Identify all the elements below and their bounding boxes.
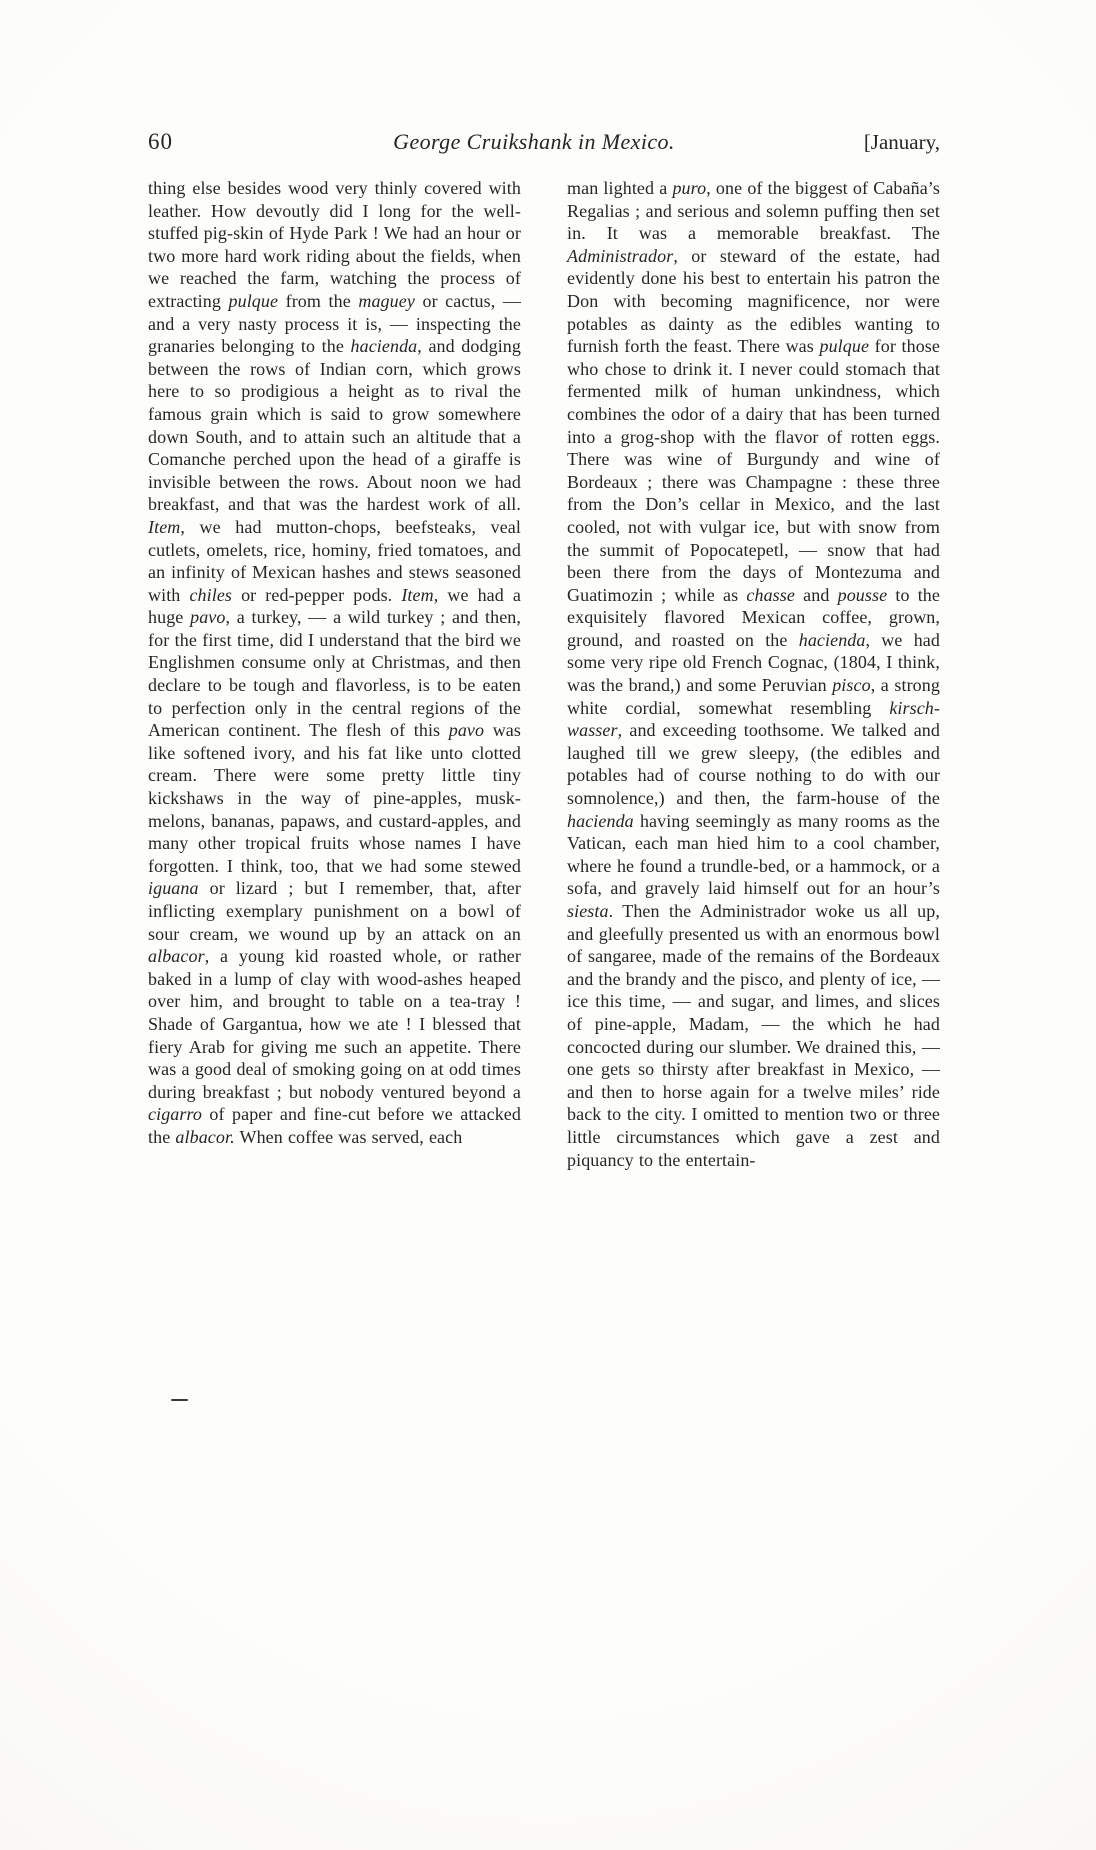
issue-date: [January, (863, 130, 940, 154)
left-column-text: thing else besides wood very thinly covered with leather. How devoutly did I long for the well-stuffed pig-skin of Hyde Park ! We had an hour or two more hard work riding about the fields, when we reached the farm, watching the process of extracting pulque from the maguey or cactus, — and a very nasty process it is, — inspecting the granaries belonging to the hacienda, and dodging between the rows of Indian corn, which grows here to so prodigious a height as to rival the famous grain which is said to grow somewhere down South, and to attain such an altitude that a Comanche perched upon the head of a giraffe is invisible between the rows. About noon we had breakfast, and that was the hardest work of all. Item, we had mutton-chops, beefsteaks, veal cutlets, omelets, rice, hominy, fried tomatoes, and an infinity of Mexican hashes and stews seasoned with chiles or red-pepper pods. Item, we had a huge pavo, a turkey, — a wild turkey ; and then, for the first time, did I understand that the bird we Englishmen consume only at Christmas, and then declare to be tough and flavorless, is to be eaten to perfection only in the central regions of the American continent. The flesh of this pavo was like softened ivory, and his fat like unto clotted cream. There were some pretty little tiny kickshaws in the way of pine-apples, musk-melons, bananas, papaws, and custard-apples, and many other tropical fruits whose names I have forgotten. I think, too, that we had some stewed iguana or lizard ; but I remember, that, after inflicting exemplary punishment on a bowl of sour cream, we wound up by an attack on an albacor, a young kid roasted whole, or rather baked in a lump of clay with wood-ashes heaped over him, and brought to table on a tea-tray ! Shade of Gargantua, how we ate ! I blessed that fiery Arab for giving me such an appetite. There was a good deal of smoking going on at odd times during breakfast ; but nobody ventured beyond a cigarro of paper and fine-cut before we attacked the albacor. When coffee was served, each (148, 178, 521, 1147)
page-number: 60 (148, 129, 173, 154)
right-column-text: man lighted a puro, one of the biggest of Cabaña’s Regalias ; and serious and solemn puffing then set in. It was a memorable breakfast. The Administrador, or steward of the estate, had evidently done his best to entertain his patron the Don with becoming magnificence, nor were potables as dainty as the edibles wanting to furnish forth the feast. There was pulque for those who chose to drink it. I never could stomach that fermented milk of human unkindness, which combines the odor of a dairy that has been turned into a grog-shop with the flavor of rotten eggs. There was wine of Burgundy and wine of Bordeaux ; there was Champagne : these three from the Don’s cellar in Mexico, and the last cooled, not with vulgar ice, but with snow from the summit of Popocatepetl, — snow that had been there from the days of Montezuma and Guatimozin ; while as chasse and pousse to the exquisitely flavored Mexican coffee, grown, ground, and roasted on the hacienda, we had some very ripe old French Cognac, (1804, I think, was the brand,) and some Peruvian pisco, a strong white cordial, somewhat resembling kirsch-wasser, and exceeding toothsome. We talked and laughed till we grew sleepy, (the edibles and potables had of course nothing to do with our somnolence,) and then, the farm-house of the hacienda having seemingly as many rooms as the Vatican, each man hied him to a cool chamber, where he found a trundle-bed, or a hammock, or a sofa, and gravely laid himself out for an hour’s siesta. Then the Administrador woke us all up, and gleefully presented us with an enormous bowl of sangaree, made of the remains of the Bordeaux and the brandy and the pisco, and plenty of ice, — ice this time, — and sugar, and limes, and slices of pine-apple, Madam, — the which he had concocted during our slumber. We drained this, — one gets so thirsty after breakfast in Mexico, — and then to horse again for a twelve miles’ ride back to the city. I omitted to mention two or three little circumstances which gave a zest and piquancy to the entertain- (567, 178, 941, 1170)
running-title: George Cruikshank in Mexico. (393, 129, 675, 154)
page-header (148, 129, 940, 155)
text-columns (148, 177, 940, 1171)
scan-ink-artifact (171, 1399, 188, 1401)
